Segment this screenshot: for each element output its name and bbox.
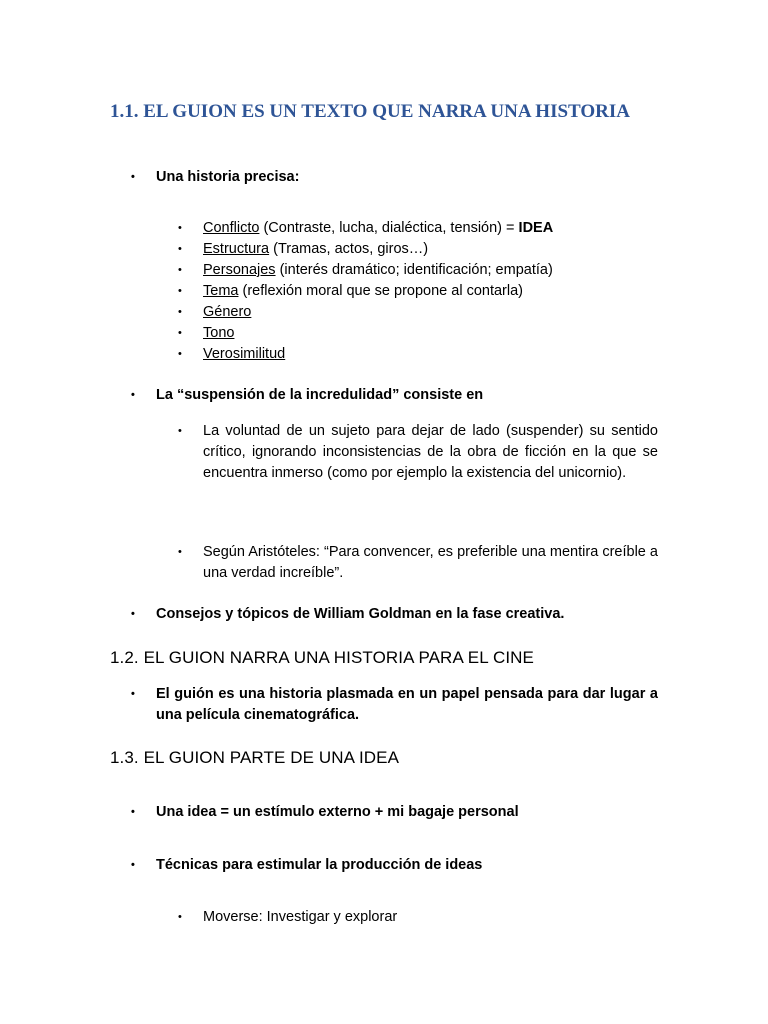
term-tema: Tema [203,283,239,299]
bullet-icon: • [178,546,182,558]
bullet-icon: • [178,911,182,923]
list-item-tema: • Tema (reflexión moral que se propone al contarla) [178,281,648,302]
section-3-heading: 1.3. EL GUION PARTE DE UNA IDEA [110,748,400,767]
term-tono: Tono [203,325,235,341]
list-item-historia-precisa: • Una historia precisa: [131,167,631,188]
bullet-icon: • [178,425,182,437]
list-item-estructura: • Estructura (Tramas, actos, giros…) [178,239,648,260]
list-item-tono [178,323,648,344]
list-item-verosimilitud [178,344,648,365]
term-personajes: Personajes [203,262,276,278]
bullet-icon: • [131,608,135,620]
term-estructura: Estructura [203,241,270,257]
bullet-icon: • [131,806,135,818]
list-item-aristoteles: • Según Aristóteles: “Para convencer, es preferible una mentira creíble a una verdad increíble”. [178,544,658,581]
list-item-tecnicas: • Técnicas para estimular la producción de ideas [131,855,658,876]
bullet-icon: • [131,688,135,700]
list-item-consejos: • Consejos y tópicos de William Goldman en la fase creativa. [131,604,658,625]
bullet-icon: • [131,389,135,401]
term-conflicto: Conflicto [203,220,260,236]
list-item-personajes: • Personajes (interés dramático; identificación; empatía) [178,260,648,281]
list-item-idea-formula: • Una idea = un estímulo externo + mi bagaje personal [131,802,658,823]
bullet-icon: • [178,243,182,255]
bullet-icon: • [131,171,135,183]
bullet-icon: • [178,348,182,360]
list-item-moverse: • Moverse: Investigar y explorar [178,907,658,928]
bullet-icon: • [178,306,182,318]
term-verosimilitud: Verosimilitud [203,346,286,362]
term-genero: Género [203,304,252,320]
list-item-guion-historia: • El guión es una historia plasmada en un papel pensada para dar lugar a una película cinematográfica. [131,686,658,723]
bullet-icon: • [178,327,182,339]
section-1-heading: 1.1. EL GUION ES UN TEXTO QUE NARRA UNA HISTORIA [110,101,630,122]
list-item-suspension: • La “suspensión de la incredulidad” consiste en [131,385,631,406]
bullet-icon: • [178,264,182,276]
bullet-icon: • [131,859,135,871]
section-2-heading: 1.2. EL GUION NARRA UNA HISTORIA PARA EL CINE [110,648,534,667]
bullet-icon: • [178,222,182,234]
list-item-suspension-definicion: • La voluntad de un sujeto para dejar de lado (suspender) su sentido crítico, ignorando inconsistencias de la obra de ficción en la que se encuentra inmerso (como por ejemplo la existencia del unicornio). [178,423,658,481]
bullet-icon: • [178,285,182,297]
list-item-genero [178,302,648,323]
list-item-conflicto: • Conflicto (Contraste, lucha, dialéctica, tensión) = IDEA [178,218,648,239]
